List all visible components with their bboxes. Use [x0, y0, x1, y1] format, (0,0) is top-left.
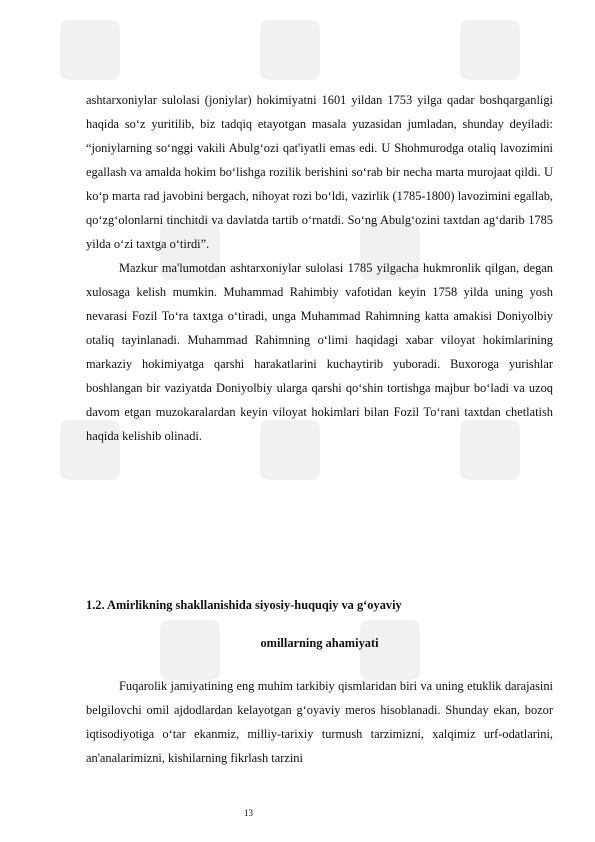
paragraph: Fuqarolik jamiyatining eng muhim tarkibiy qismlaridan biri va uning etuklik darajasini belgilovchi omil ajdodlardan kelayotgan g‘oyaviy meros hisoblanadi. Shunday ekan, bozor iqtisodiyotiga o‘tar ekanmiz, milliy-tarixiy turmush tarzimizni, xalqimiz urf-odatlarini, an'analarimizni, kishilarning fikrlash tarzini: [86, 679, 553, 765]
body-text-bottom: [86, 674, 553, 770]
paragraph: Mazkur ma'lumotdan ashtarxoniylar sulolasi 1785 yilgacha hukmronlik qilgan, degan xulosaga kelish mumkin. Muhammad Rahimbiy vafotidan keyin 1758 yilda uning yosh nevarasi Fozil To‘ra taxtga o‘tiradi, unga Muhammad Rahimning katta amakisi Doniyolbiy otaliq tayinlanadi. Muhammad Rahimning o‘limi haqidagi xabar viloyat hokimlarining markaziy hokimiyatga qarshi harakatlarini kuchaytirib yuboradi. Buxoroga yurishlar boshlangan bir vaziyatda Doniyolbiy ularga qarshi qo‘shin tortishga majbur bo‘ladi va uzoq davom etgan muzokaralardan keyin viloyat hokimlari bilan Fozil To‘rani taxtdan chetlatish haqida kelishib olinadi.: [86, 261, 553, 443]
section-heading-continued: omillarning ahamiyati: [260, 636, 379, 650]
paragraph: ashtarxoniylar sulolasi (joniylar) hokimiyatni 1601 yildan 1753 yilga qadar boshqarganligi haqida so‘z yuritilib, biz tadqiq etayotgan masala yuzasidan jumladan, shunday deyiladi: “joniylarning so‘nggi vakili Abulg‘ozi qat'iyatli emas edi. U Shohmurodga otaliq lavozimini egallash va amalda hokim bo‘lishga rozilik berishini so‘rab bir necha marta murojaat qildi. U ko‘p marta rad javobini bergach, nihoyat rozi bo‘ldi, vazirlik (1785-1800) lavozimini egallab, qo‘zg‘olonlarni tinchitdi va davlatda tartib o‘rnatdi. So‘ng Abulg‘ozini taxtdan ag‘darib 1785 yilda o‘zi taxtga o‘tirdi”.: [86, 93, 553, 251]
section-heading: 1.2. Amirlikning shakllanishida siyosiy-huquqiy va g‘oyaviy: [86, 598, 402, 612]
page-number: 13: [244, 808, 253, 818]
body-text-top: [86, 88, 553, 448]
